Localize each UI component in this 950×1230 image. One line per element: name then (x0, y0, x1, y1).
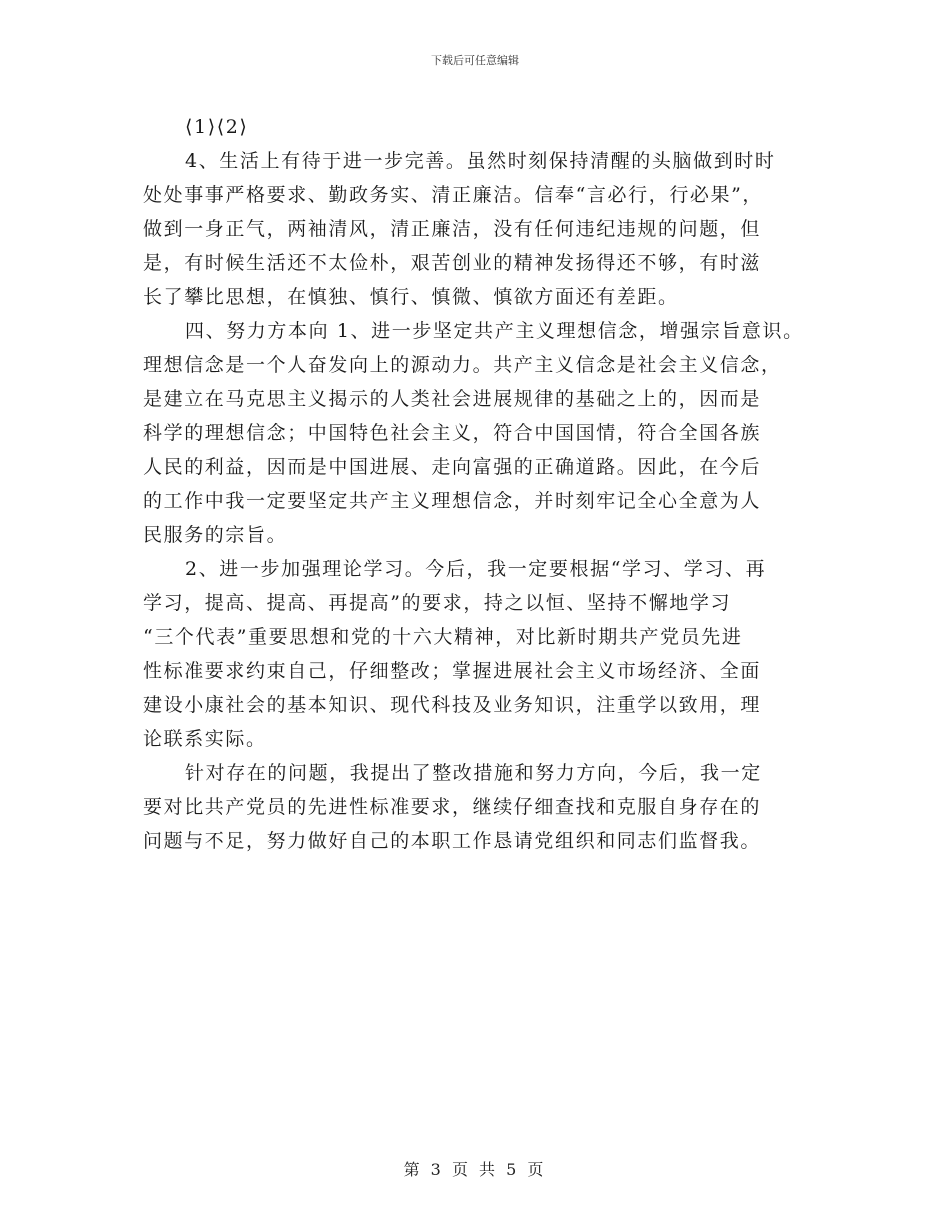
text-line: 要对比共产党员的先进性标准要求，继续仔细查找和克服自身存在的 (143, 796, 762, 818)
text-line: 民服务的宗旨。 (143, 524, 288, 546)
text-line: 四、努力方本向 1、进一步坚定共产主义理想信念，增强宗旨意识。 (185, 320, 804, 342)
text-line: 论联系实际。 (143, 728, 267, 750)
text-line: 做到一身正气，两袖清风，清正廉洁，没有任何违纪违规的问题，但 (143, 218, 762, 240)
text-line: 长了攀比思想，在慎独、慎行、慎微、慎欲方面还有差距。 (143, 286, 679, 308)
text-line: 性标准要求约束自己，仔细整改；掌握进展社会主义市场经济、全面 (143, 660, 762, 682)
text-line: 针对存在的问题，我提出了整改措施和努力方向，今后，我一定 (185, 762, 762, 784)
text-line: 问题与不足，努力做好自己的本职工作恳请党组织和同志们监督我。 (143, 830, 762, 852)
text-line: 是建立在马克思主义揭示的人类社会进展规律的基础之上的，因而是 (143, 388, 762, 410)
page-header: 下载后可任意编辑 (431, 54, 519, 67)
text-line: 2、进一步加强理论学习。今后，我一定要根据“学习、学习、再 (185, 558, 767, 580)
text-line: 4、生活上有待于进一步完善。虽然时刻保持清醒的头脑做到时时 (185, 150, 776, 172)
document-body (143, 110, 823, 858)
text-line: 处处事事严格要求、勤政务实、清正廉洁。信奉“言必行，行必果”， (143, 184, 764, 206)
text-line: 科学的理想信念；中国特色社会主义，符合中国国情，符合全国各族 (143, 422, 762, 444)
text-line: 的工作中我一定要坚定共产主义理想信念，并时刻牢记全心全意为人 (143, 490, 762, 512)
text-line: 理想信念是一个人奋发向上的源动力。共产主义信念是社会主义信念， (143, 354, 782, 376)
text-line: 人民的利益，因而是中国进展、走向富强的正确道路。因此，在今后 (143, 456, 762, 478)
text-line: 建设小康社会的基本知识、现代科技及业务知识，注重学以致用，理 (143, 694, 762, 716)
page-number: 第 3 页 共 5 页 (403, 1160, 547, 1179)
text-line: ⟨1⟩⟨2⟩ (185, 116, 249, 138)
text-line: 是，有时候生活还不太俭朴，艰苦创业的精神发扬得还不够，有时滋 (143, 252, 762, 274)
text-line: “三个代表”重要思想和党的十六大精神，对比新时期共产党员先进 (143, 626, 743, 648)
text-line: 学习，提高、提高、再提高”的要求，持之以恒、坚持不懈地学习 (143, 592, 732, 614)
